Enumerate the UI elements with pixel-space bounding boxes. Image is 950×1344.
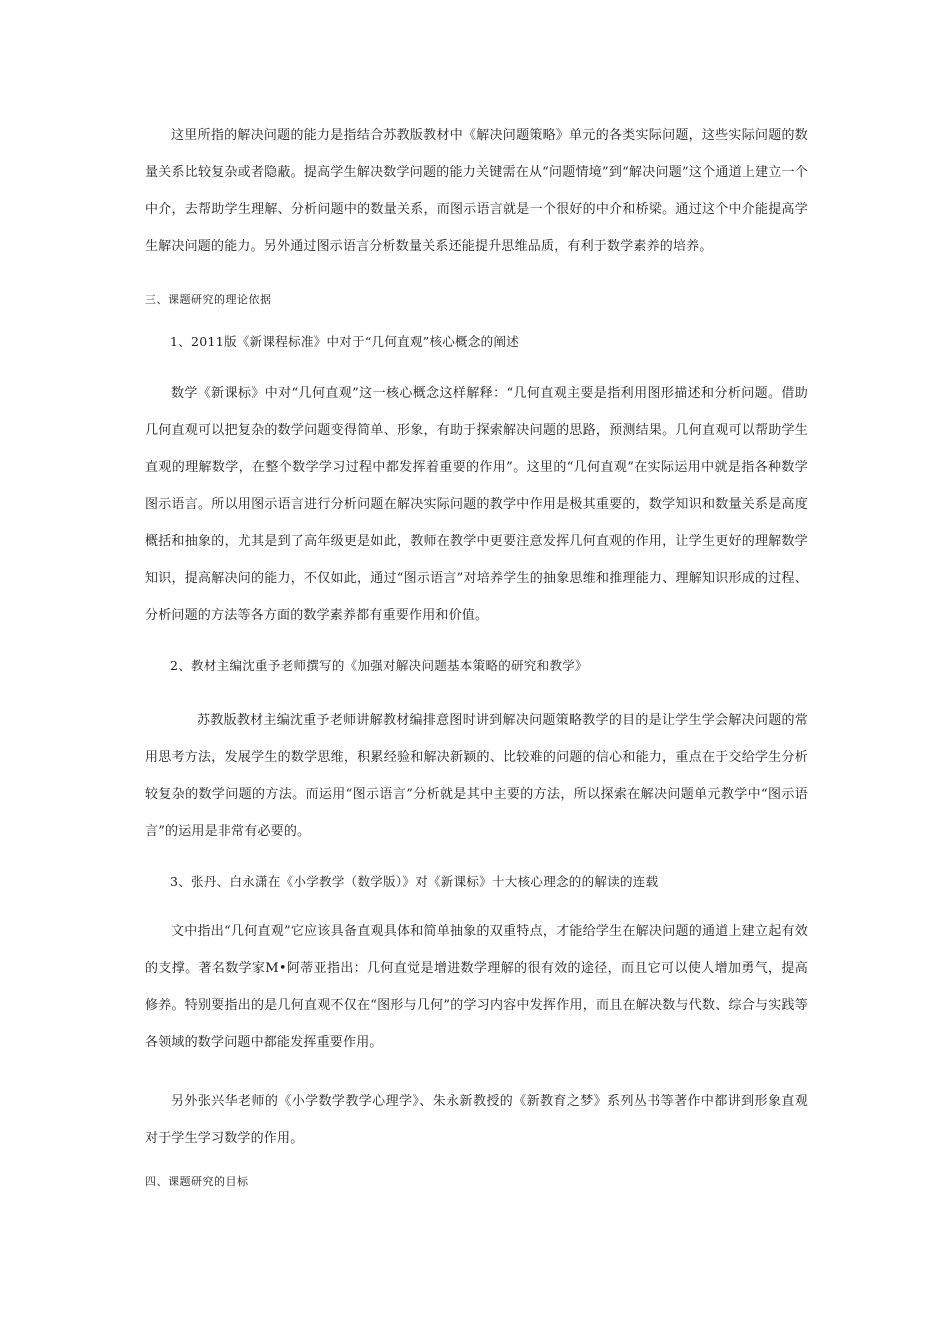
paragraph-textbook-intent: 苏教版教材主编沈重予老师讲解教材编排意图时讲到解决问题策略教学的目的是让学生学会解决问题的常用思考方法，发展学生的数学思维，积累经验和解决新颖的、比较难的问题的信心和能力，重点在于交给学生分析较复杂的数学问题的方法。而运用“图示语言”分析就是其中主要的方法，所以探索在解决问题单元教学中“图示语言”的运用是非常有必要的。 xyxy=(145,713,808,839)
subheading-curriculum-standard: 1、2011版《新课程标准》中对于“几何直观”核心概念的阐述 xyxy=(170,334,520,349)
paragraph-problem-solving-ability: 这里所指的解决问题的能力是指结合苏教版教材中《解决问题策略》单元的各类实际问题，这些实际问题的数量关系比较复杂或者隐蔽。提高学生解决数学问题的能力关键需在从“问题情境”到“解决问题”这个通道上建立一个中介，去帮助学生理解、分析问题中的数量关系，而图示语言就是一个很好的中介和桥梁。通过这个中介能提高学生解决问题的能力。另外通过图示语言分析数量关系还能提升思维品质，有利于数学素养的培养。 xyxy=(145,128,808,254)
section-heading-theoretical-basis: 三、课题研究的理论依据 xyxy=(145,293,272,306)
paragraph-geometric-intuition: 数学《新课标》中对“几何直观”这一核心概念这样解释：“几何直观主要是指利用图形描述和分析问题。借助几何直观可以把复杂的数学问题变得简单、形象，有助于探索解决问题的思路，预测结果。几何直观可以帮助学生直观的理解数学，在整个数学学习过程中都发挥着重要的作用”。这里的“几何直观”在实际运用中就是指各种数学图示语言。所以用图示语言进行分析问题在解决实际问题的教学中作用是极其重要的，数学知识和数量关系是高度概括和抽象的，尤其是到了高年级更是如此，教师在教学中更要注意发挥几何直观的作用，让学生更好的理解数学知识，提高解决问的能力，不仅如此，通过“图示语言”对培养学生的抽象思维和推理能力、理解知识形成的过程、分析问题的方法等各方面的数学素养都有重要作用和价值。 xyxy=(145,386,808,623)
paragraph-atiyah-quote: 文中指出“几何直观”它应该具备直观具体和简单抽象的双重特点，才能给学生在解决问题的通道上建立起有效的支撑。著名数学家M•阿蒂亚指出：几何直觉是增进数学理解的很有效的途径，而且它可以使人增加勇气，提高修养。特别要指出的是几何直观不仅在“图形与几何”的学习内容中发挥作用，而且在解决数与代数、综合与实践等各领域的数学问题中都能发挥重要作用。 xyxy=(145,924,808,1050)
paragraph-other-references: 另外张兴华老师的《小学数学教学心理学》、朱永新教授的《新教育之梦》系列丛书等著作中都讲到形象直观对于学生学习数学的作用。 xyxy=(145,1094,808,1146)
subheading-textbook-editor: 2、教材主编沈重予老师撰写的《加强对解决问题基本策略的研究和教学》 xyxy=(170,658,588,673)
section-heading-research-goals: 四、课题研究的目标 xyxy=(145,1175,249,1188)
subheading-core-concepts-series: 3、张丹、白永潇在《小学教学（数学版）》对《新课标》十大核心理念的的解读的连载 xyxy=(170,874,659,889)
